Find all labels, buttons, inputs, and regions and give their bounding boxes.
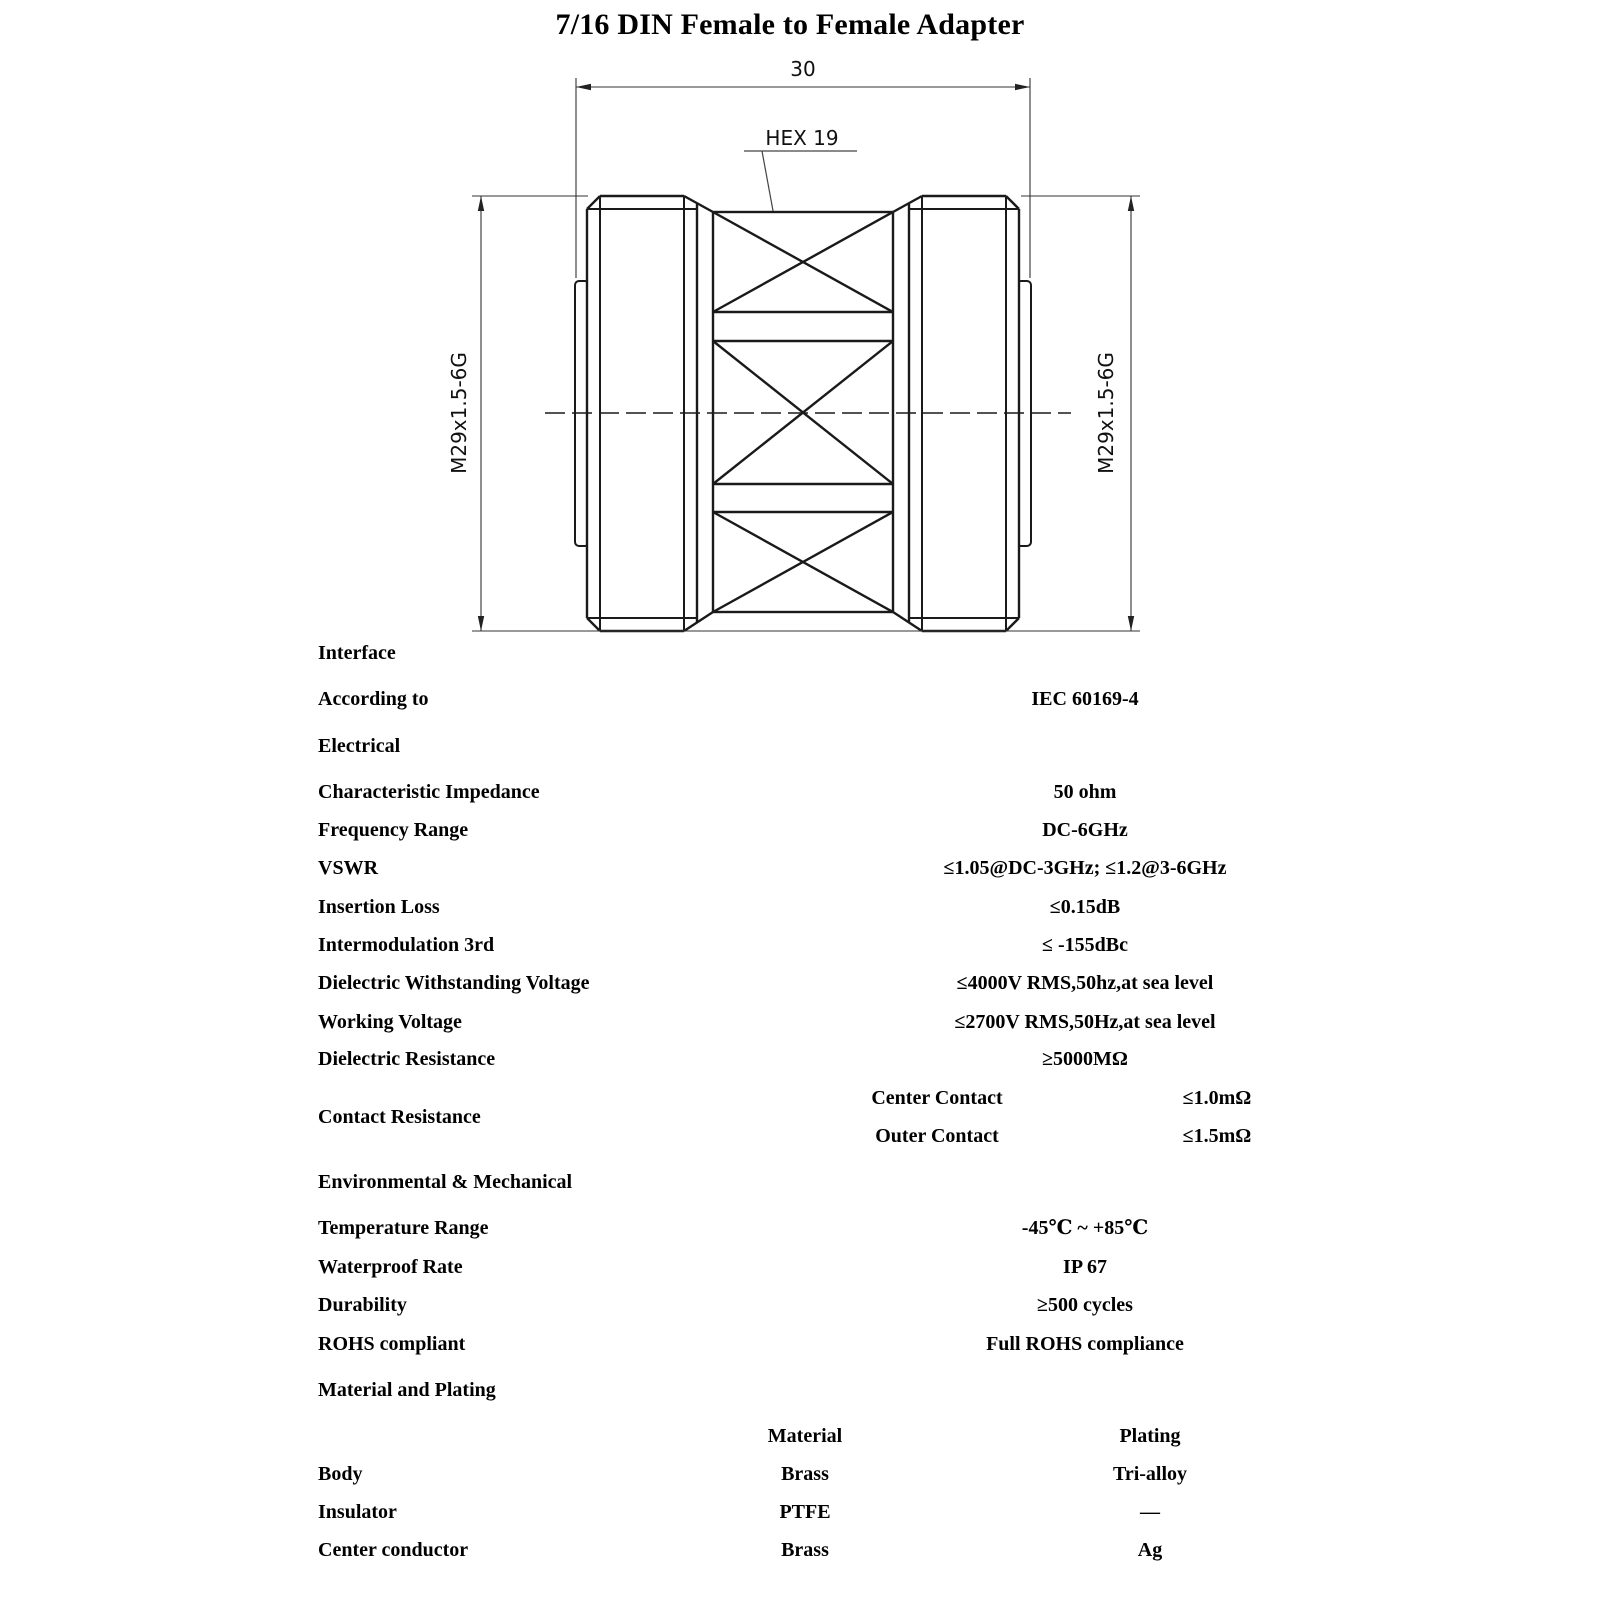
spec-label: VSWR [318,857,379,879]
spec-label: Dielectric Withstanding Voltage [318,972,590,994]
spec-value: Full ROHS compliance [986,1333,1184,1355]
spec-value: 50 ohm [1053,781,1117,803]
page-title: 7/16 DIN Female to Female Adapter [555,8,1025,41]
spec-label: Durability [318,1294,407,1316]
spec-label: Intermodulation 3rd [318,934,495,956]
plating-cell: Tri-alloy [1112,1463,1188,1485]
spec-label: Frequency Range [318,819,469,841]
spec-row-according-to [0,685,1600,713]
section-header-electrical [0,732,1600,760]
section-header-interface [0,639,1600,667]
section-header-label: Material and Plating [318,1379,496,1401]
material-cell: PTFE [779,1501,831,1523]
spec-label: Characteristic Impedance [318,781,540,803]
plating-cell: — [1140,1501,1160,1523]
plating-cell: Ag [1137,1539,1163,1561]
spec-label: Working Voltage [318,1011,462,1033]
section-header-label: Environmental & Mechanical [318,1171,573,1193]
material-row-center-conductor [0,1536,1600,1564]
spec-value: ≤ -155dBc [1042,934,1128,956]
spec-value: ≥5000MΩ [1042,1048,1128,1070]
spec-value: ≥500 cycles [1037,1294,1133,1316]
hex-size-label: HEX 19 [765,126,839,150]
spec-subvalue: ≤1.5mΩ [1182,1125,1252,1147]
material-row-label: Body [318,1463,363,1485]
spec-row-intermodulation [0,931,1600,959]
spec-subrow-center-contact [0,1084,1600,1112]
spec-row-rohs-compliant [0,1330,1600,1358]
spec-label: Dielectric Resistance [318,1048,496,1070]
spec-value: ≤0.15dB [1049,896,1121,918]
spec-value: ≤2700V RMS,50Hz,at sea level [954,1011,1216,1033]
right-thread-label: M29x1.5-6G [1094,352,1118,474]
section-header-material-plating [0,1376,1600,1404]
material-cell: Brass [781,1463,829,1485]
material-row-label: Center conductor [318,1539,469,1561]
spec-row-durability [0,1291,1600,1319]
spec-row-dielectric-withstanding-voltage [0,969,1600,997]
spec-row-waterproof-rate [0,1253,1600,1281]
spec-row-insertion-loss [0,893,1600,921]
spec-label: Waterproof Rate [318,1256,463,1278]
spec-row-working-voltage [0,1008,1600,1036]
spec-value: -45℃ ~ +85℃ [1021,1217,1149,1239]
spec-row-temperature-range [0,1214,1600,1242]
spec-row-vswr [0,854,1600,882]
material-row-body [0,1460,1600,1488]
spec-value: ≤1.05@DC-3GHz; ≤1.2@3-6GHz [943,857,1227,879]
spec-sublabel: Outer Contact [875,1125,999,1147]
spec-label: Insertion Loss [318,896,440,918]
spec-subvalue: ≤1.0mΩ [1182,1087,1252,1109]
plating-column-header: Plating [1119,1425,1181,1447]
spec-value: ≤4000V RMS,50hz,at sea level [956,972,1214,994]
spec-sublabel: Center Contact [871,1087,1003,1109]
spec-value: DC-6GHz [1042,819,1128,841]
material-cell: Brass [781,1539,829,1561]
spec-label: According to [318,688,429,710]
spec-subrow-outer-contact [0,1122,1600,1150]
material-column-header: Material [767,1425,843,1447]
spec-value: IEC 60169-4 [1031,688,1139,710]
section-header-label: Electrical [318,735,401,757]
spec-label: ROHS compliant [318,1333,466,1355]
spec-row-characteristic-impedance [0,778,1600,806]
spec-label: Temperature Range [318,1217,489,1239]
spec-row-frequency-range [0,816,1600,844]
spec-label: Contact Resistance [318,1106,481,1128]
left-thread-label: M29x1.5-6G [447,352,471,474]
overall-length-label: 30 [790,57,816,81]
material-row-insulator [0,1498,1600,1526]
spec-value: IP 67 [1063,1256,1107,1278]
material-row-label: Insulator [318,1501,397,1523]
spec-row-dielectric-resistance [0,1045,1600,1073]
section-header-environmental-mechanical [0,1168,1600,1196]
material-table-header [0,1422,1600,1450]
section-header-label: Interface [318,642,396,664]
